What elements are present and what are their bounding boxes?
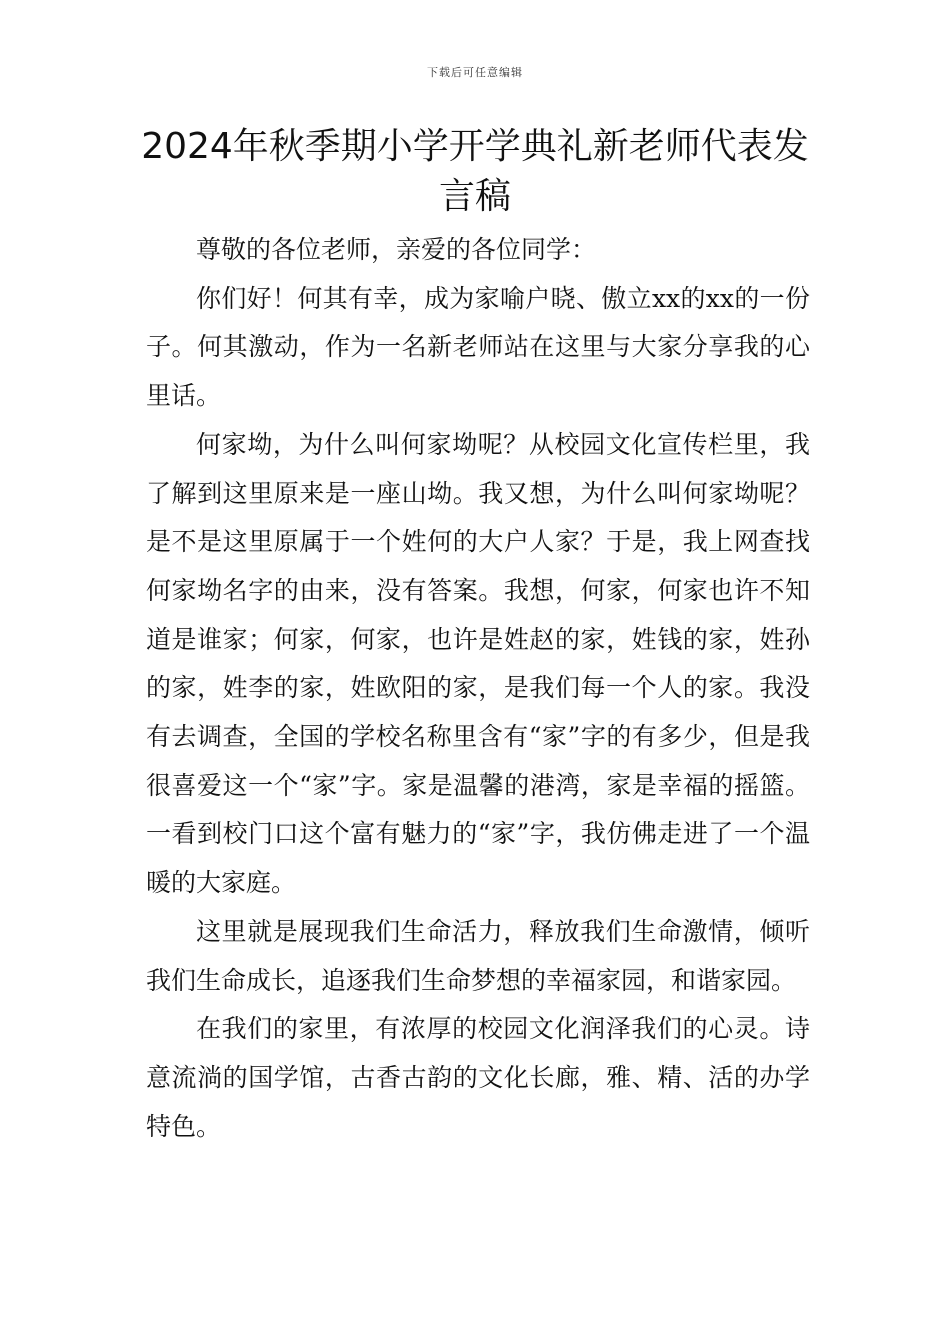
document-title: 2024年秋季期小学开学典礼新老师代表发言稿 [141,126,809,217]
document-body [146,226,810,1151]
body-paragraph: 你们好！何其有幸，成为家喻户晓、傲立xx的xx的一份子。何其激动，作为一名新老师站在这里与大家分享我的心里话。 [146,283,810,411]
salutation-paragraph: 尊敬的各位老师，亲爱的各位同学： [196,235,597,264]
body-paragraph: 这里就是展现我们生命活力，释放我们生命激情，倾听我们生命成长，追逐我们生命梦想的幸福家园，和谐家园。 [146,916,810,995]
header-note: 下载后可任意编辑 [427,66,523,79]
body-paragraph: 何家坳，为什么叫何家坳呢？从校园文化宣传栏里，我了解到这里原来是一座山坳。我又想，为什么叫何家坳呢？是不是这里原属于一个姓何的大户人家？于是，我上网查找何家坳名字的由来，没有答案。我想，何家，何家也许不知道是谁家；何家，何家，也许是姓赵的家，姓钱的家，姓孙的家，姓李的家，姓欧阳的家，是我们每一个人的家。我没有去调查，全国的学校名称里含有“家”字的有多少，但是我很喜爱这一个“家”字。家是温馨的港湾，家是幸福的摇篮。一看到校门口这个富有魅力的“家”字，我仿佛走进了一个温暖的大家庭。 [146,429,810,898]
body-paragraph: 在我们的家里，有浓厚的校园文化润泽我们的心灵。诗意流淌的国学馆，古香古韵的文化长廊，雅、精、活的办学特色。 [146,1014,810,1141]
